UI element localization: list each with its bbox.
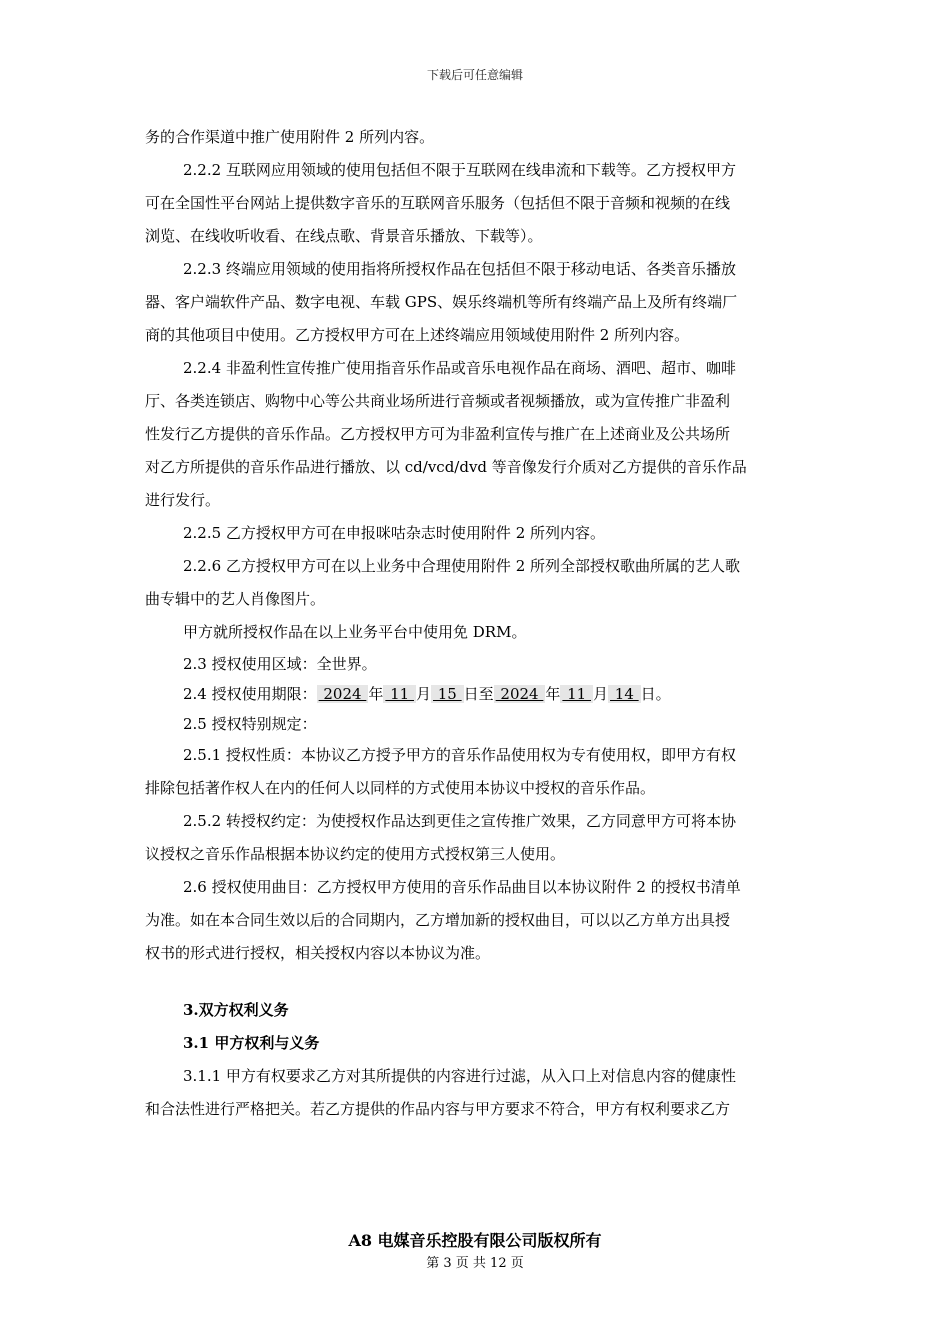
paragraph-line: 2.2.2 互联网应用领域的使用包括但不限于互联网在线串流和下载等。乙方授权甲方 bbox=[183, 161, 736, 179]
start-year-field: 2024 bbox=[318, 685, 367, 703]
page-footer bbox=[0, 1228, 950, 1271]
end-year-field: 2024 bbox=[495, 685, 544, 703]
subsection-title: 3.1 甲方权利与义务 bbox=[183, 1034, 320, 1052]
paragraph-line: 2.5.1 授权性质：本协议乙方授予甲方的音乐作品使用权为专有使用权，即甲方有权 bbox=[183, 746, 736, 764]
paragraph-line: 浏览、在线收听收看、在线点歌、背景音乐播放、下载等）。 bbox=[145, 227, 543, 245]
paragraph-line: 2.5 授权特别规定： bbox=[183, 715, 317, 733]
end-month-field: 11 bbox=[562, 685, 591, 703]
paragraph-line: 权书的形式进行授权，相关授权内容以本协议为准。 bbox=[145, 944, 491, 962]
paragraph-line: 3.1.1 甲方有权要求乙方对其所提供的内容进行过滤，从入口上对信息内容的健康性 bbox=[183, 1067, 736, 1085]
paragraph-line: 2.2.6 乙方授权甲方可在以上业务中合理使用附件 2 所列全部授权歌曲所属的艺人歌 bbox=[183, 557, 741, 575]
paragraph-line: 2.2.4 非盈利性宣传推广使用指音乐作品或音乐电视作品在商场、酒吧、超市、咖啡 bbox=[183, 359, 736, 377]
paragraph-line: 议授权之音乐作品根据本协议约定的使用方式授权第三人使用。 bbox=[145, 845, 566, 863]
month-unit: 月 bbox=[593, 685, 609, 703]
end-day-field: 14 bbox=[610, 685, 639, 703]
paragraph-line: 可在全国性平台网站上提供数字音乐的互联网音乐服务（包括但不限于音频和视频的在线 bbox=[145, 194, 731, 212]
paragraph-line: 2.3 授权使用区域：全世界。 bbox=[183, 655, 377, 673]
section-title: 3.双方权利义务 bbox=[183, 1001, 289, 1019]
page-header: 下载后可任意编辑 bbox=[426, 68, 523, 82]
paragraph-line: 为准。如在本合同生效以后的合同期内，乙方增加新的授权曲目，可以以乙方单方出具授 bbox=[145, 911, 731, 929]
document-body bbox=[145, 121, 810, 1126]
section-spacer bbox=[145, 970, 810, 994]
term-to: 日至 bbox=[463, 685, 494, 703]
start-day-field: 15 bbox=[433, 685, 462, 703]
year-unit: 年 bbox=[368, 685, 384, 703]
term-label: 2.4 授权使用期限： bbox=[183, 685, 317, 703]
paragraph-line: 进行发行。 bbox=[145, 491, 221, 509]
month-unit: 月 bbox=[415, 685, 431, 703]
year-unit: 年 bbox=[545, 685, 561, 703]
page-number: 第 3 页 共 12 页 bbox=[426, 1256, 524, 1271]
term-end-suffix: 日。 bbox=[640, 685, 671, 703]
paragraph-line: 厅、各类连锁店、购物中心等公共商业场所进行音频或者视频播放，或为宣传推广非盈利 bbox=[145, 392, 731, 410]
paragraph-line: 2.2.5 乙方授权甲方可在申报咪咕杂志时使用附件 2 所列内容。 bbox=[183, 524, 606, 542]
paragraph-line: 甲方就所授权作品在以上业务平台中使用免 DRM。 bbox=[183, 623, 527, 641]
paragraph-line: 商的其他项目中使用。乙方授权甲方可在上述终端应用领域使用附件 2 所列内容。 bbox=[145, 326, 690, 344]
term-line bbox=[145, 679, 810, 709]
paragraph-line: 排除包括著作权人在内的任何人以同样的方式使用本协议中授权的音乐作品。 bbox=[145, 779, 656, 797]
paragraph-line: 对乙方所提供的音乐作品进行播放、以 cd/vcd/dvd 等音像发行介质对乙方提供的音乐作品 bbox=[145, 458, 747, 476]
paragraph-line: 务的合作渠道中推广使用附件 2 所列内容。 bbox=[145, 128, 435, 146]
footer-company: A8 电媒音乐控股有限公司版权所有 bbox=[348, 1231, 602, 1250]
paragraph-line: 器、客户端软件产品、数字电视、车载 GPS、娱乐终端机等所有终端产品上及所有终端厂 bbox=[145, 293, 738, 311]
paragraph-line: 2.5.2 转授权约定：为使授权作品达到更佳之宣传推广效果，乙方同意甲方可将本协 bbox=[183, 812, 736, 830]
paragraph-line: 和合法性进行严格把关。若乙方提供的作品内容与甲方要求不符合，甲方有权利要求乙方 bbox=[145, 1100, 731, 1118]
paragraph-line: 曲专辑中的艺人肖像图片。 bbox=[145, 590, 326, 608]
paragraph-line: 性发行乙方提供的音乐作品。乙方授权甲方可为非盈利宣传与推广在上述商业及公共场所 bbox=[145, 425, 731, 443]
paragraph-line: 2.2.3 终端应用领域的使用指将所授权作品在包括但不限于移动电话、各类音乐播放 bbox=[183, 260, 736, 278]
paragraph-line: 2.6 授权使用曲目：乙方授权甲方使用的音乐作品曲目以本协议附件 2 的授权书清单 bbox=[183, 878, 741, 896]
start-month-field: 11 bbox=[385, 685, 414, 703]
